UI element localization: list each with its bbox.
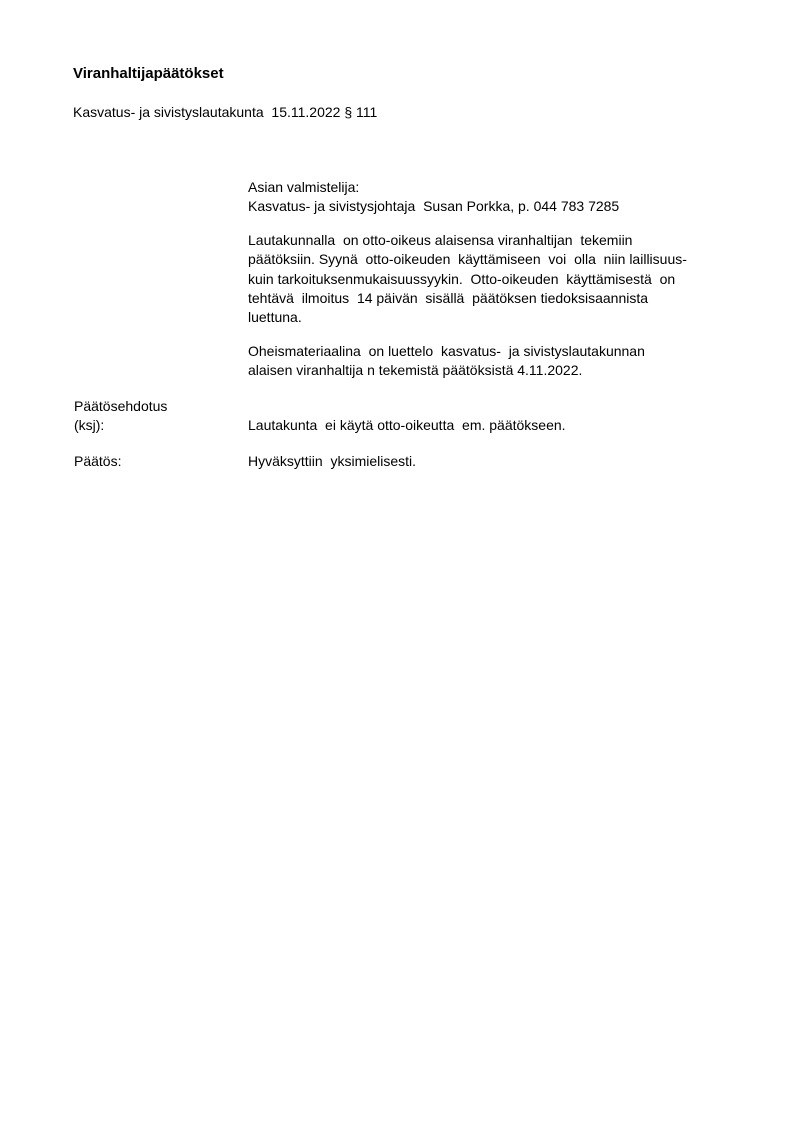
paragraph-otto-oikeus [248, 231, 768, 327]
preparer-info: Kasvatus- ja sivistysjohtaja Susan Porkka, p. 044 783 7285 [248, 198, 620, 215]
paragraph-oheismateriaali [248, 342, 768, 381]
paragraph-otto-oikeus-line-5: luettuna. [248, 309, 302, 326]
proposal-label-block [74, 397, 167, 436]
preparer-block [248, 178, 768, 217]
paragraph-otto-oikeus-line-2: päätöksiin. Syynä otto-oikeuden käyttämiseen voi olla niin laillisuus- [248, 251, 687, 268]
decision-text: Hyväksyttiin yksimielisesti. [248, 453, 417, 469]
paragraph-otto-oikeus-line-4: tehtävä ilmoitus 14 päivän sisällä päätöksen tiedoksisaannista [248, 289, 649, 306]
proposal-label-line-2: (ksj): [74, 417, 105, 434]
document-title: Viranhaltijapäätökset [73, 65, 224, 82]
paragraph-otto-oikeus-line-3: kuin tarkoituksenmukaisuussyykin. Otto-oikeuden käyttämisestä on [248, 270, 676, 287]
committee-date-line: Kasvatus- ja sivistyslautakunta 15.11.2022 § 111 [73, 104, 378, 120]
proposal-text: Lautakunta ei käytä otto-oikeutta em. päätökseen. [248, 417, 566, 433]
decision-label: Päätös: [74, 453, 122, 469]
paragraph-oheismateriaali-line-2: alaisen viranhaltija n tekemistä päätöksistä 4.11.2022. [248, 362, 583, 379]
proposal-label-line-1: Päätösehdotus [74, 398, 168, 414]
paragraph-otto-oikeus-line-1: Lautakunnalla on otto-oikeus alaisensa viranhaltijan tekemiin [248, 232, 633, 248]
preparer-label: Asian valmistelija: [248, 179, 360, 195]
paragraph-oheismateriaali-line-1: Oheismateriaalina on luettelo kasvatus- ja sivistyslautakunnan [248, 343, 645, 359]
